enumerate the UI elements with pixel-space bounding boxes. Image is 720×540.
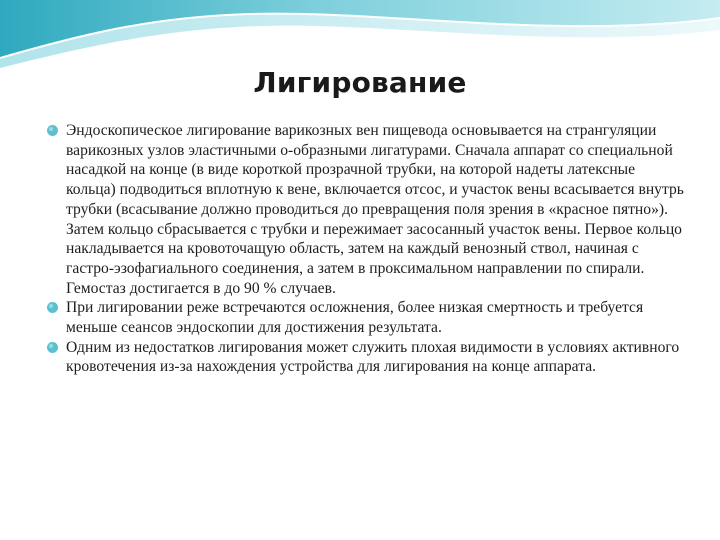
teal-dot-bullet-icon <box>46 341 59 354</box>
slide-title: Лигирование <box>253 66 467 99</box>
list-item <box>46 121 686 298</box>
teal-dot-bullet-icon <box>46 124 59 137</box>
bullet-list <box>46 121 686 377</box>
teal-dot-bullet-icon <box>46 301 59 314</box>
bullet-text: При лигировании реже встречаются осложнения, более низкая смертность и требуется меньше сеансов эндоскопии для достижения результата. <box>66 299 644 337</box>
bullet-text: Эндоскопическое лигирование варикозных вен пищевода основывается на странгуляции варикозных узлов эластичными о-образными лигатурами. Сначала аппарат со специальной насадкой на конце (в виде короткой прозрачной трубки, на которой надеты латексные кольца) подводиться вплотную к вене, включается отсос, и участок вены всасывается внутрь трубки (всасывание должно проводиться до превращения поля зрения в «красное пятно»). Затем кольцо сбрасывается с трубки и пережимает засосанный участок вены. Первое кольцо накладывается на кровоточащую область, затем на каждый венозный ствол, начиная с гастро-эзофагиального соединения, а затем в проксимальном направлении по спирали. Гемостаз достигается в до 90 % случаев. <box>66 122 684 297</box>
list-item <box>46 338 686 377</box>
bullet-text: Одним из недостатков лигирования может служить плохая видимости в условиях активного кровотечения из-за нахождения устройства для лигирования на конце аппарата. <box>66 338 680 376</box>
list-item <box>46 298 686 337</box>
header-wave-decoration <box>0 0 720 70</box>
